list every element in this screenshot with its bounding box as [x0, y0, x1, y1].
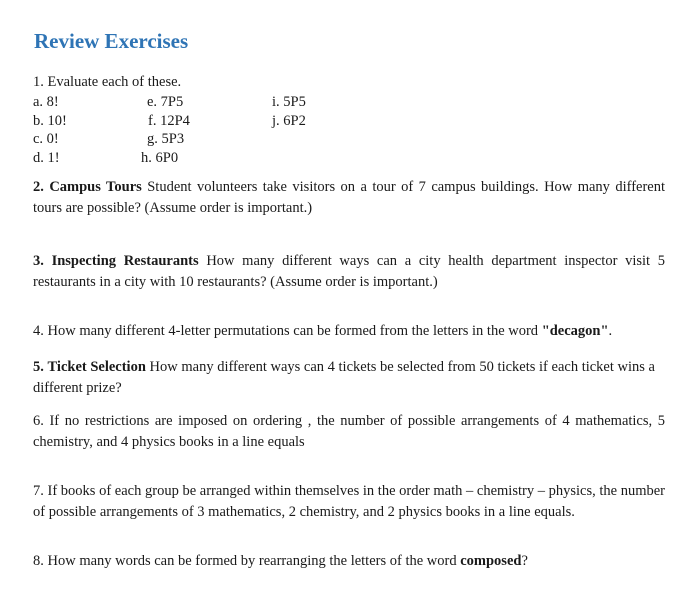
exercise-5-title: Ticket Selection [47, 359, 146, 375]
exercise-1-item-h: h. 6P0 [141, 149, 179, 166]
exercise-1-item-f: f. 12P4 [148, 112, 190, 129]
exercise-3-text: How many different ways can a city health department inspector visit 5 restaurants in a city with 10 restaurants? (Assume order is important.) [33, 253, 666, 290]
exercise-1-prompt: 1. Evaluate each of these. [33, 74, 182, 90]
exercise-7 [33, 481, 665, 522]
exercise-1-item-a: a. 8! [33, 94, 59, 110]
exercise-3-title: Inspecting Restaurants [51, 253, 199, 269]
exercise-7-text: 7. If books of each group be arranged within themselves in the order math – chemistry – physics, the number of possible arrangements of 3 mathematics, 2 chemistry, and 2 physics books in a line equals. [33, 483, 665, 520]
exercise-8-word: composed [460, 553, 522, 569]
exercise-1-item-e: e. 7P5 [147, 94, 184, 110]
exercise-8-end: ? [521, 553, 528, 569]
exercise-1-item-c: c. 0! [33, 131, 59, 148]
exercise-1-column-c [272, 93, 306, 130]
exercise-1-column-a [33, 93, 67, 167]
exercise-1-item-i: i. 5P5 [272, 94, 306, 110]
exercise-1-item-j: j. 6P2 [272, 112, 306, 129]
exercise-1-column-b [141, 93, 190, 167]
page-title: Review Exercises [34, 29, 189, 53]
exercise-4-end: . [608, 323, 613, 339]
exercise-2-title: Campus Tours [49, 179, 142, 195]
exercise-4-text: 4. How many different 4-letter permutations can be formed from the letters in the word [33, 323, 542, 339]
exercise-3-number: 3. [33, 253, 44, 269]
exercise-6-text: 6. If no restrictions are imposed on ordering , the number of possible arrangements of 4 mathematics, 5 chemistry, and 4 physics books in a line equals [33, 413, 665, 450]
exercise-5 [33, 357, 658, 398]
exercise-4-word: "decagon" [541, 323, 609, 339]
exercise-1-item-g: g. 5P3 [147, 131, 185, 148]
exercise-8-text: 8. How many words can be formed by rearranging the letters of the word [33, 553, 461, 569]
exercise-2-text: Student volunteers take visitors on a tour of 7 campus buildings. How many different tours are possible? (Assume order is important.) [33, 179, 666, 216]
exercise-2 [33, 177, 665, 218]
exercise-5-text: How many different ways can 4 tickets be selected from 50 tickets if each ticket wins a different prize? [33, 359, 655, 396]
exercise-5-number: 5. [33, 359, 44, 375]
exercise-1-item-b: b. 10! [33, 112, 67, 129]
exercise-1-item-d: d. 1! [33, 149, 60, 166]
exercise-3 [33, 251, 665, 292]
exercise-8 [33, 551, 665, 572]
exercise-6 [33, 411, 665, 452]
exercise-4 [33, 321, 665, 342]
exercise-2-number: 2. [33, 179, 44, 195]
